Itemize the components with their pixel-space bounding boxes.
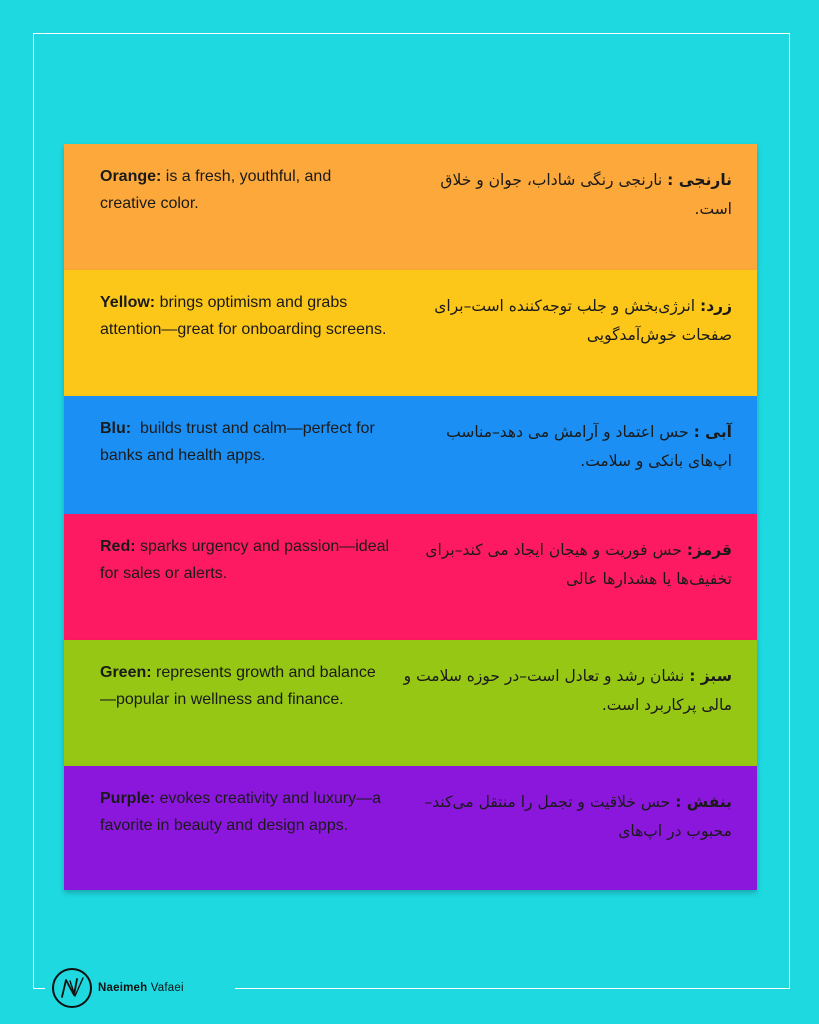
card-red (64, 514, 757, 640)
card-green-fa-label: سبز : (689, 667, 732, 685)
card-purple-persian (402, 786, 732, 846)
card-green-english (100, 660, 390, 713)
card-purple-en-text: evokes creativity and luxury—a favorite in beauty and design apps. (100, 790, 381, 834)
color-cards-list (64, 144, 757, 890)
card-purple-fa-label: بنفش : (675, 793, 732, 811)
author-signature (52, 967, 184, 1009)
card-orange-english (100, 164, 390, 217)
card-yellow-fa-label: زرد: (700, 297, 732, 315)
card-yellow-persian (402, 290, 732, 350)
card-red-en-text: sparks urgency and passion—ideal for sales or alerts. (100, 538, 390, 582)
card-green-en-label: Green: (100, 664, 152, 681)
card-purple-english (100, 786, 390, 839)
card-green-persian (402, 660, 732, 720)
card-orange-persian (402, 164, 732, 224)
card-purple-fa-text: حس خلاقیت و تجمل را منتقل می‌کند–محبوب در اپ‌های (424, 793, 732, 840)
card-red-fa-label: قرمز: (686, 541, 732, 559)
card-blue-en-label: Blu: (100, 420, 132, 437)
card-yellow-fa-text: انرژی‌بخش و جلب توجه‌کننده است–برای صفحات خوش‌آمدگویی (434, 297, 732, 344)
card-green (64, 640, 757, 766)
card-yellow-en-text: brings optimism and grabs attention—great for onboarding screens. (100, 294, 387, 338)
card-yellow (64, 270, 757, 396)
card-green-fa-text: نشان رشد و تعادل است–در حوزه سلامت و مالی پرکاربرد است. (403, 667, 732, 714)
card-blue-english (100, 416, 390, 469)
card-orange-en-label: Orange: (100, 168, 162, 185)
card-blue-fa-text: حس اعتماد و آرامش می دهد–مناسب اپ‌های بانکی و سلامت. (446, 423, 732, 470)
card-orange-en-text: is a fresh, youthful, and creative color. (100, 168, 332, 212)
card-yellow-english (100, 290, 390, 343)
author-name (98, 982, 184, 994)
card-purple (64, 766, 757, 890)
card-orange-fa-text: نارنجی رنگی شاداب، جوان و خلاق است. (440, 171, 732, 218)
card-blue-persian (402, 416, 732, 476)
card-green-en-text: represents growth and balance—popular in wellness and finance. (100, 664, 376, 708)
card-red-persian (402, 534, 732, 594)
card-red-english (100, 534, 390, 587)
card-red-en-label: Red: (100, 538, 136, 555)
card-blue-fa-label: آبی : (693, 423, 732, 441)
card-blue (64, 396, 757, 514)
author-first-name: Naeimeh (98, 982, 148, 994)
card-orange (64, 144, 757, 270)
card-yellow-en-label: Yellow: (100, 294, 156, 311)
author-last-name: Vafaei (150, 982, 184, 994)
card-purple-en-label: Purple: (100, 790, 156, 807)
nv-monogram-icon (52, 968, 92, 1008)
card-red-fa-text: حس فوریت و هیجان ایجاد می کند–برای تخفیف‌ها یا هشدارها عالی (425, 541, 732, 588)
card-blue-en-text: builds trust and calm—perfect for banks and health apps. (100, 420, 380, 464)
card-orange-fa-label: نارنجی : (667, 171, 732, 189)
